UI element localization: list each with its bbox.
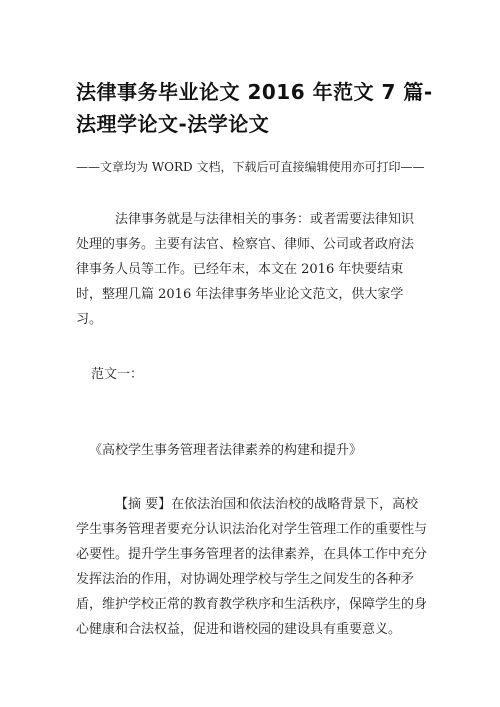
paper-title: 《高校学生事务管理者法律素养的构建和提升》 [89,443,363,458]
abstract-tag: 【摘 要】 [115,497,172,512]
abstract-text: 在依法治国和依法治校的战略背景下，高校学生事务管理者要充分认识法治化对学生管理工作的重要性与必要性。提升学生事务管理者的法律素养，在具体工作中充分发挥法治的作用，对协调处理学校与学生之间发生的各种矛盾，维护学校正常的教育教学秩序和生活秩序，保障学生的身心健康和合法权益，促进和谐校园的建设具有重要意义。 [76,497,428,637]
intro-paragraph: 法律事务就是与法律相关的事务：或者需要法律知识处理的事务。主要有法官、检察官、律师、公司或者政府法律事务人员等工作。已经年末，本文在 2016 年快要结束时，整理几篇 2016 年法律事务毕业论文范文，供大家学习。 [76,212,415,327]
abstract-paragraph [76,492,430,642]
section-label: 范文一： [91,367,144,382]
document-title: 法律事务毕业论文 2016 年范文 7 篇-法理学论文-法学论文 [76,80,433,136]
format-notice: ——文章均为 WORD 文档，下载后可直接编辑使用亦可打印—— [76,160,425,174]
